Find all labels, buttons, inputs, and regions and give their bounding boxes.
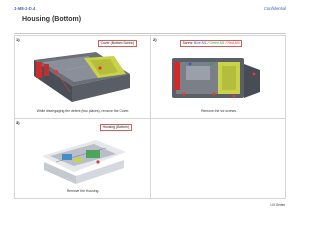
page-title: Housing (Bottom) — [22, 16, 82, 23]
step-3-photo — [36, 132, 132, 186]
title-rule — [14, 33, 286, 34]
step-2-number: 2) — [153, 37, 157, 42]
screw-green-label: Green-M1 — [209, 40, 225, 45]
step-2-photo — [168, 54, 266, 104]
step-2-caption: Remove the six screws. — [201, 109, 237, 113]
document-code: 1-M5-1-D.4 — [14, 6, 36, 11]
series-label: LiX Series — [270, 203, 285, 207]
screw-blue-label: Blue-M1 — [193, 40, 207, 45]
step-1-photo — [26, 48, 136, 106]
step-1-caption: While disengaging the detent (two places), remove the Cover. — [36, 109, 130, 113]
grid-horizontal-divider — [14, 118, 286, 119]
grid-vertical-divider — [150, 35, 151, 199]
step-1-callout: Cover (Bottom Screw) — [98, 40, 137, 47]
step-1-number: 1) — [16, 37, 20, 42]
step-2-screw-legend — [180, 40, 242, 47]
step-3-callout: Housing (Bottom) — [100, 124, 132, 131]
step-3-caption: Remove the Housing. — [66, 189, 100, 193]
screw-separator: / — [225, 40, 227, 45]
confidential-label: Confidential — [263, 6, 286, 11]
screw-label: Screw: — [182, 40, 193, 45]
step-3-number: 3) — [16, 120, 20, 125]
screw-red-label: Red-M4 — [227, 40, 240, 45]
screw-separator: / — [207, 40, 209, 45]
